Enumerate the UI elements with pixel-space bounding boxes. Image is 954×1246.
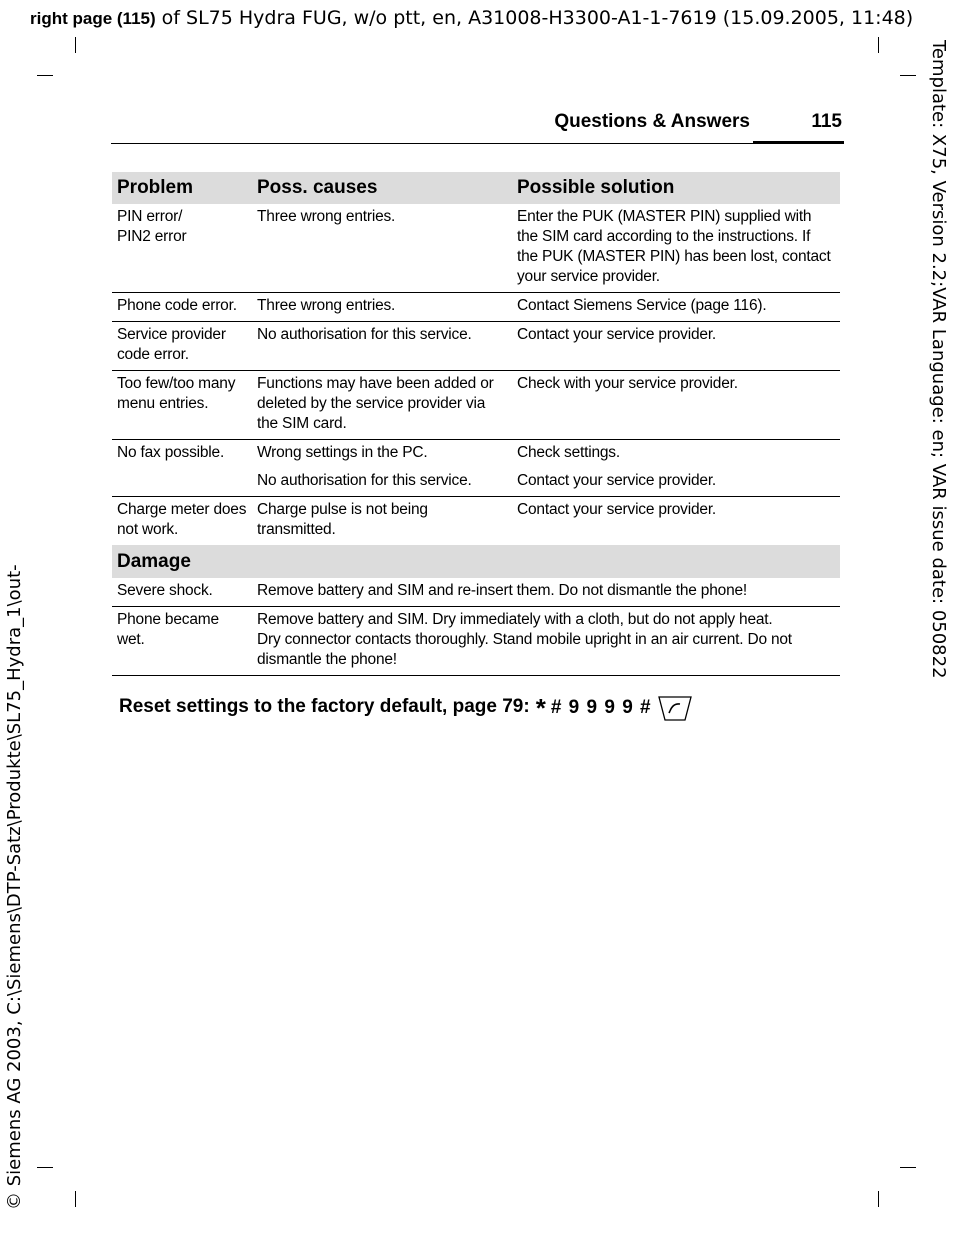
header-rule <box>111 143 754 144</box>
damage-text-cell: Remove battery and SIM and re-insert them. Do not dismantle the phone! <box>252 578 840 607</box>
print-header-page: right page (115) <box>30 9 156 28</box>
crop-mark <box>878 37 879 53</box>
solution-cell: Contact Siemens Service (page 116). <box>512 293 840 322</box>
crop-mark <box>75 37 76 53</box>
reset-keys: # 9 9 9 9 # <box>550 697 652 718</box>
table-row <box>112 204 840 293</box>
section-title: Questions & Answers <box>554 111 750 132</box>
solution-cell: Check with your service provider. <box>512 371 840 440</box>
damage-header: Damage <box>112 545 840 578</box>
problem-cell: Phone code error. <box>112 293 252 322</box>
cause-cell: Wrong settings in the PC. <box>257 444 428 461</box>
header-problem: Problem <box>112 172 252 204</box>
problem-cell <box>112 204 252 293</box>
cause-cell: No authorisation for this service. <box>252 322 512 371</box>
crop-mark <box>75 1191 76 1207</box>
problem-cell: Charge meter does not work. <box>117 501 247 538</box>
problem-cell: Service provider code error. <box>112 322 252 371</box>
wet-line2: Dry connector contacts thoroughly. Stand mobile upright in an air current. Do not dismantle the phone! <box>257 631 792 668</box>
table-row <box>112 293 840 322</box>
crop-mark <box>37 75 53 76</box>
table-row <box>112 371 840 440</box>
cause-cell: Functions may have been added or deleted by the service provider via the SIM card. <box>252 371 512 440</box>
problem-cell <box>112 468 252 497</box>
table-row <box>112 440 840 469</box>
header-causes: Poss. causes <box>252 172 512 204</box>
copyright-path: © Siemens AG 2003, C:\Siemens\DTP-Satz\Produkte\SL75_Hydra_1\out- <box>4 564 25 1210</box>
table-row <box>112 322 840 371</box>
reset-key-sequence <box>535 693 652 723</box>
table-header-row <box>112 172 840 204</box>
template-info: Template: X75, Version 2.2;VAR Language: en; VAR issue date: 050822 <box>928 40 949 679</box>
wet-line1: Remove battery and SIM. Dry immediately with a cloth, but do not apply heat. <box>257 611 773 628</box>
table-row <box>112 578 840 607</box>
print-header <box>30 6 930 31</box>
reset-instruction <box>119 693 690 723</box>
cause-cell: Three wrong entries. <box>252 293 512 322</box>
solution-cell: Enter the PUK (MASTER PIN) supplied with the SIM card according to the instructions. If the PUK (MASTER PIN) has been lost, contact your service provider. <box>512 204 840 293</box>
crop-mark <box>37 1167 53 1168</box>
solution-cell: Contact your service provider. <box>517 501 717 518</box>
crop-mark <box>900 1167 916 1168</box>
crop-mark <box>900 75 916 76</box>
problem-cell: Severe shock. <box>112 578 252 607</box>
problem-pin-line1: PIN error/ <box>117 208 183 225</box>
header-solution: Possible solution <box>512 172 840 204</box>
problem-pin-line2: PIN2 error <box>117 228 187 245</box>
problem-cell: Too few/too many menu entries. <box>112 371 252 440</box>
troubleshooting-table <box>112 172 840 676</box>
table-row <box>112 468 840 497</box>
crop-mark <box>878 1191 879 1207</box>
damage-header-row <box>112 545 840 578</box>
call-key-icon <box>658 694 690 720</box>
page-number: 115 <box>811 111 842 132</box>
problem-cell: No fax possible. <box>117 444 225 461</box>
print-header-info: of SL75 Hydra FUG, w/o ptt, en, A31008-H3300-A1-1-7619 (15.09.2005, 11:48) <box>155 7 914 29</box>
star-key: * <box>535 693 547 723</box>
cause-cell: Charge pulse is not being transmitted. <box>257 501 428 538</box>
table-row <box>112 607 840 676</box>
table-row <box>112 497 840 546</box>
header-rule-thick <box>753 141 844 144</box>
cause-cell: No authorisation for this service. <box>252 468 512 497</box>
problem-cell: Phone became wet. <box>112 607 252 676</box>
damage-text-cell <box>252 607 840 676</box>
cause-cell: Three wrong entries. <box>252 204 512 293</box>
solution-cell: Contact your service provider. <box>512 322 840 371</box>
reset-text: Reset settings to the factory default, page 79: <box>119 696 530 717</box>
solution-cell: Check settings. <box>517 444 620 461</box>
solution-cell: Contact your service provider. <box>512 468 840 497</box>
